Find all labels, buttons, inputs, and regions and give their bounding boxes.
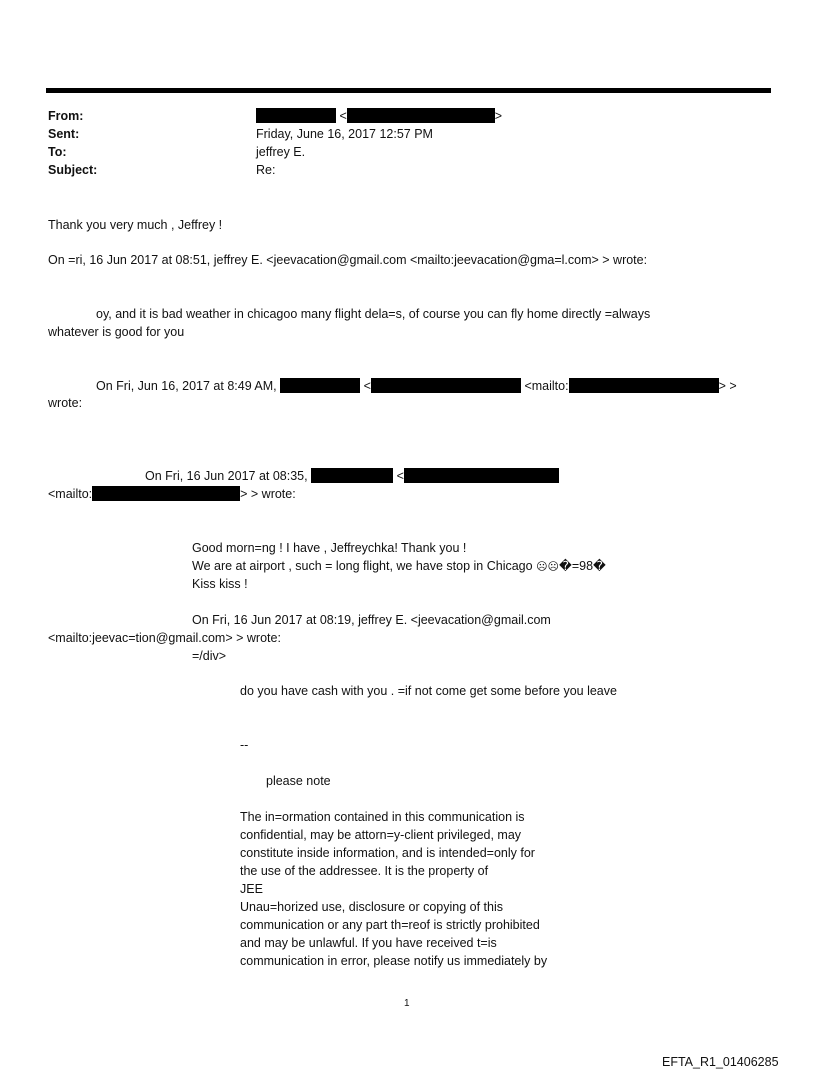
disclaimer-line: and may be unlawful. If you have received t=is bbox=[240, 936, 497, 950]
body-line-airport bbox=[192, 558, 606, 575]
redacted-email bbox=[347, 108, 495, 123]
quote-header-2-lt: < bbox=[363, 379, 371, 393]
body-line-quote-header-1: On =ri, 16 Jun 2017 at 08:51, jeffrey E. <jeevacation@gmail.com <mailto:jeevacation@gma=l.com> > wrote: bbox=[48, 253, 648, 267]
garbled-chars: �=98� bbox=[559, 559, 606, 573]
redacted-name bbox=[256, 108, 336, 123]
body-line-quote-1b: whatever is good for you bbox=[48, 325, 185, 339]
quote-header-3b-end: > > wrote: bbox=[240, 487, 296, 501]
body-line-quote-header-3 bbox=[145, 468, 559, 484]
to-label: To: bbox=[48, 145, 67, 159]
body-line-div-artifact: =/div> bbox=[192, 649, 227, 663]
quote-header-3-lt: < bbox=[396, 469, 404, 483]
body-line-cash: do you have cash with you . =if not come get some before you leave bbox=[240, 684, 617, 698]
subject-value: Re: bbox=[256, 163, 276, 177]
page-number: 1 bbox=[404, 998, 410, 1009]
disclaimer-line: the use of the addressee. It is the property of bbox=[240, 864, 489, 878]
redacted-email bbox=[404, 468, 559, 483]
disclaimer-line: The in=ormation contained in this communication is bbox=[240, 810, 525, 824]
body-line-quote-header-4: On Fri, 16 Jun 2017 at 08:19, jeffrey E. <jeevacation@gmail.com bbox=[192, 613, 551, 627]
redacted-name bbox=[311, 468, 393, 483]
body-line-quote-header-4b: <mailto:jeevac=tion@gmail.com> > wrote: bbox=[48, 631, 281, 645]
disclaimer-line: communication in error, please notify us immediately by bbox=[240, 954, 548, 968]
please-note: please note bbox=[266, 774, 331, 788]
quote-header-3b-mailto: <mailto: bbox=[48, 487, 93, 501]
sent-value: Friday, June 16, 2017 12:57 PM bbox=[256, 127, 433, 141]
from-gt: > bbox=[494, 109, 503, 123]
airport-text: We are at airport , such = long flight, we have stop in Chicago bbox=[192, 559, 533, 573]
body-line-greeting: Good morn=ng ! I have , Jeffreychka! Thank you ! bbox=[192, 541, 467, 555]
quote-header-2-prefix: On Fri, Jun 16, 2017 at 8:49 AM, bbox=[96, 379, 277, 393]
quote-header-2-end: > > bbox=[718, 379, 737, 393]
disclaimer-line: JEE bbox=[240, 882, 263, 896]
document-id: EFTA_R1_01406285 bbox=[662, 1055, 779, 1069]
body-line-quote-header-2b: wrote: bbox=[48, 396, 83, 410]
quote-header-2-mailto: <mailto: bbox=[524, 379, 569, 393]
disclaimer-line: Unau=horized use, disclosure or copying of this bbox=[240, 900, 503, 914]
from-label: From: bbox=[48, 109, 84, 123]
redacted-email bbox=[92, 486, 240, 501]
redacted-email bbox=[569, 378, 719, 393]
quote-header-3-prefix: On Fri, 16 Jun 2017 at 08:35, bbox=[145, 469, 308, 483]
from-value bbox=[256, 108, 502, 124]
sent-label: Sent: bbox=[48, 127, 80, 141]
disclaimer-line: confidential, may be attorn=y-client privileged, may bbox=[240, 828, 522, 842]
body-line-quote-1a: oy, and it is bad weather in chicagoo many flight dela=s, of course you can fly home directly =always bbox=[96, 307, 651, 321]
signature-separator: -- bbox=[240, 738, 249, 752]
body-line-quote-header-3b bbox=[48, 486, 296, 502]
disclaimer-line: constitute inside information, and is intended=only for bbox=[240, 846, 535, 860]
disclaimer-line: communication or any part th=reof is strictly prohibited bbox=[240, 918, 540, 932]
from-lt: < bbox=[339, 109, 347, 123]
body-line-quote-header-2 bbox=[96, 378, 737, 394]
subject-label: Subject: bbox=[48, 163, 98, 177]
to-value: jeffrey E. bbox=[256, 145, 306, 159]
sad-face-icon: ☹☹ bbox=[536, 560, 560, 573]
header-rule bbox=[46, 88, 771, 93]
body-line-kiss: Kiss kiss ! bbox=[192, 577, 248, 591]
redacted-email bbox=[371, 378, 521, 393]
redacted-name bbox=[280, 378, 360, 393]
body-line-thanks: Thank you very much , Jeffrey ! bbox=[48, 218, 223, 232]
